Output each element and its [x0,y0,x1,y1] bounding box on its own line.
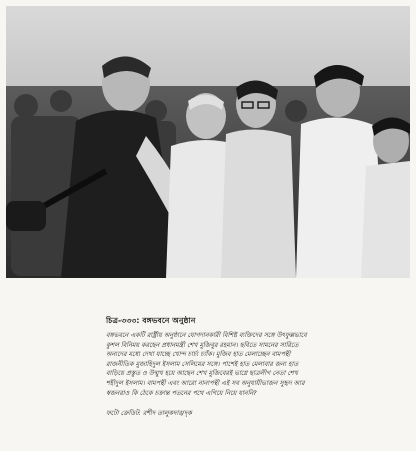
caption-line: কুশল বিনিময় করছেন প্রধানমন্ত্রী শেখ মুজিবুর রহমান। ছবিতে সামনের সারিতে [106,341,299,349]
caption-line: শহীদুল ইসলাম। বামপন্থী এবং আরো নানাপন্থী এই সব অনুযায়ীভাজন সুহৃদ আর [106,379,305,387]
caption-line: বাড়িয়ে প্রস্তুত ও উন্মুখ হয়ে আছেন শেখ মুজিবেরই ভাগ্নে ছাত্রলীগ নেতা শেখ [106,370,298,378]
caption-line: স্বজনরাও কি ঠেকে চক্রান্ত পতনের পথে এগিয়ে নিয়ে যাননি? [106,389,257,397]
caption-line: বঙ্গভবনে একটি রাষ্ট্রীয় অনুষ্ঠানে যোগদানকারী বিশিষ্ট ব্যক্তিদের সঙ্গে উৎফুল্লভাবে [106,332,307,339]
caption-line: অন্যদের মধ্যে দেখা যাচ্ছে খোন্দ চার্চ্য চ্যাঁক। মুজিব হাত মেলাচ্ছেন বামপন্থী [106,351,291,359]
caption-line: রাজনীতিক মুজাহিদুল ইসলাম সেলিমের সঙ্গে। পাশেই হাত মেলাবার জন্য হাত [106,360,299,368]
caption-title [106,315,195,328]
caption-label: চিত্র-৩৩৩: [106,316,140,325]
crowd-photo-illustration [6,6,410,278]
photo-credit: ফটো ক্রেডিট: রশীদ তালুকদার/দৃক [106,409,192,417]
caption-title-text: বঙ্গভবনে অনুষ্ঠান [142,316,196,325]
caption-body [106,331,396,398]
archival-photo [6,6,410,278]
